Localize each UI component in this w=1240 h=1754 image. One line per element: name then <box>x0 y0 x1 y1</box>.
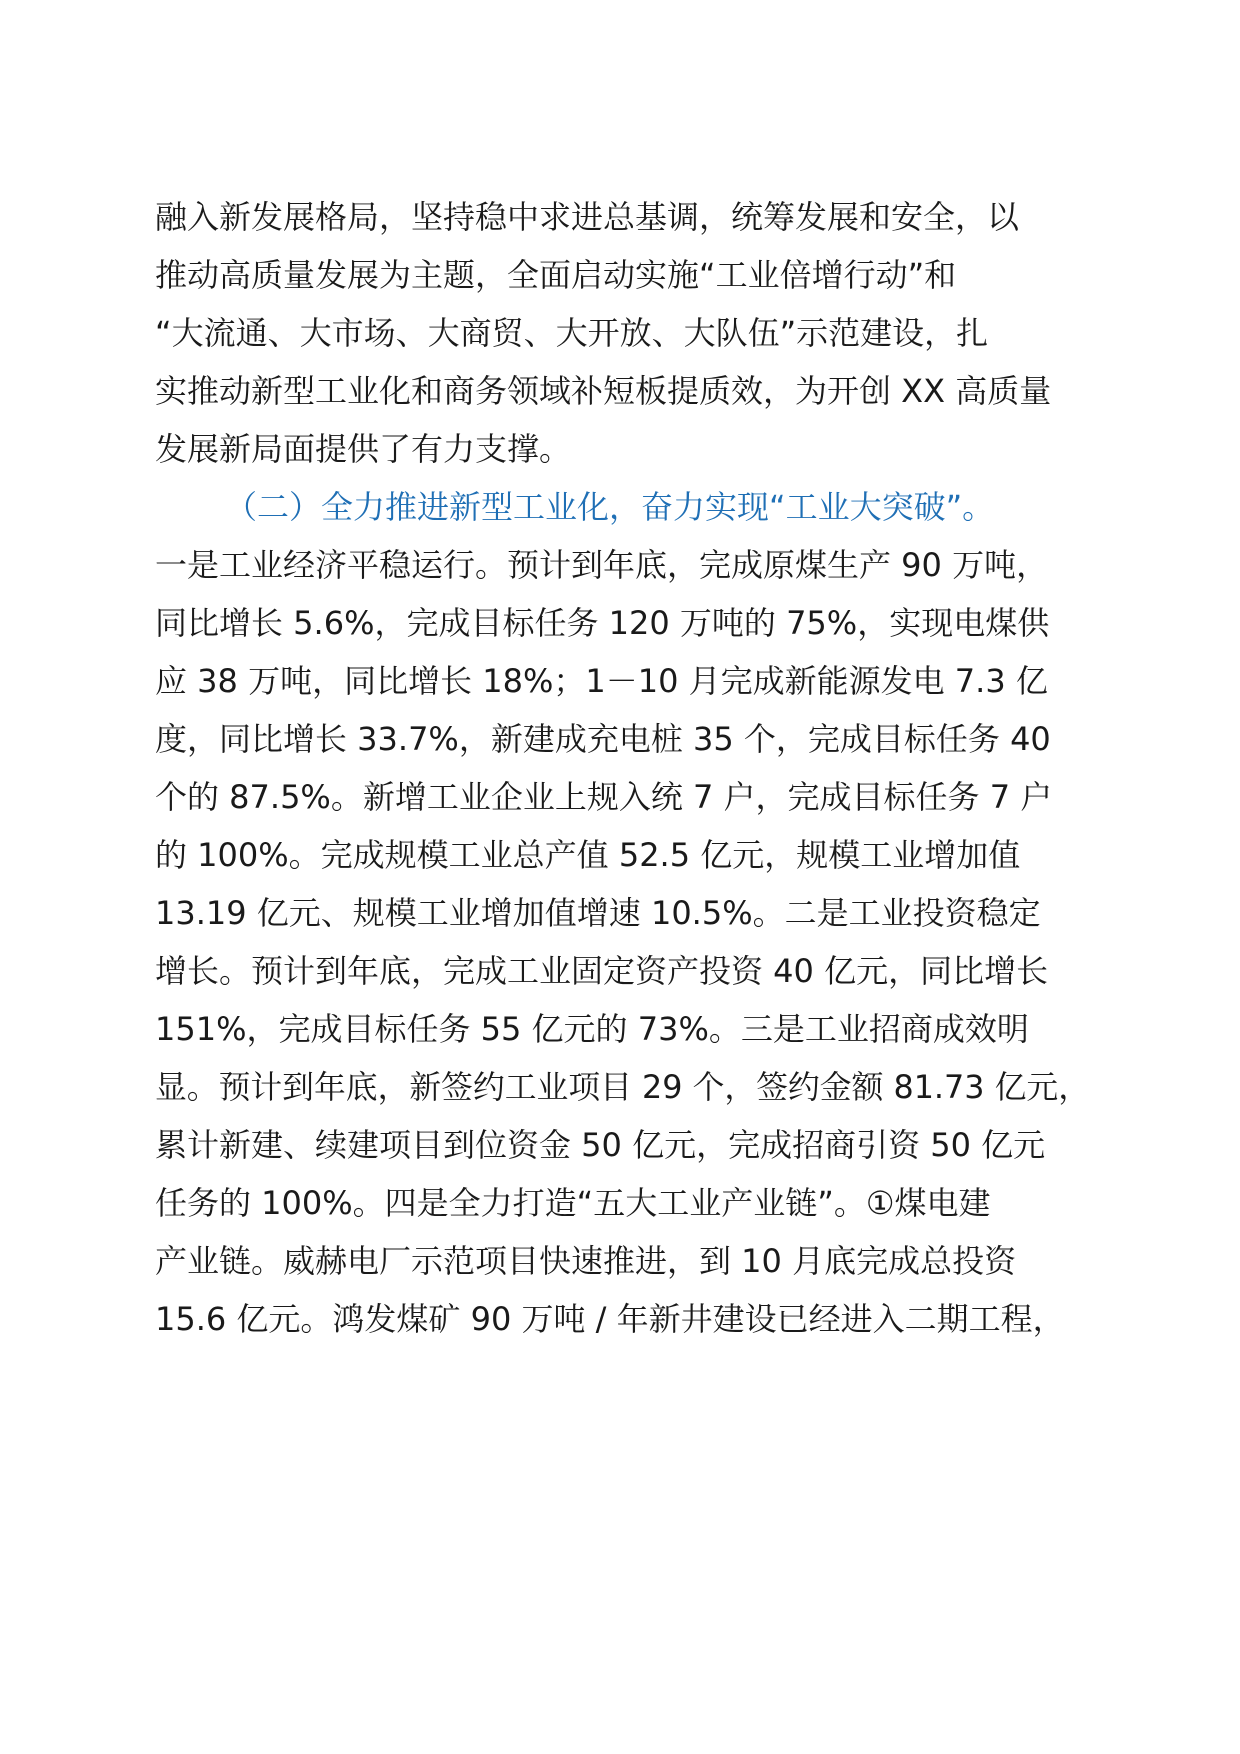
paragraph-2-line-7: 13.19 亿元、规模工业增加值增速 10.5%。二是工业投资稳定 <box>155 894 1041 932</box>
paragraph-2-line-8: 增长。预计到年底，完成工业固定资产投资 40 亿元，同比增长 <box>155 952 1049 990</box>
paragraph-1-line-2: 推动高质量发展为主题，全面启动实施“工业倍增行动”和 <box>155 256 957 294</box>
paragraph-2-line-5: 个的 87.5%。新增工业企业上规入统 7 户，完成目标任务 7 户 <box>155 778 1053 816</box>
paragraph-2-line-1: 一是工业经济平稳运行。预计到年底，完成原煤生产 90 万吨， <box>155 546 1049 584</box>
paragraph-2-line-4: 度，同比增长 33.7%，新建成充电桩 35 个，完成目标任务 40 <box>155 720 1051 758</box>
paragraph-1-line-4: 实推动新型工业化和商务领域补短板提质效，为开创 XX 高质量 <box>155 372 1052 410</box>
paragraph-1-line-5: 发展新局面提供了有力支撑。 <box>155 430 572 468</box>
paragraph-2-line-12: 任务的 100%。四是全力打造“五大工业产业链”。①煤电建 <box>155 1184 991 1222</box>
paragraph-2-line-9: 151%，完成目标任务 55 亿元的 73%。三是工业招商成效明 <box>155 1010 1029 1048</box>
paragraph-2-line-10: 显。预计到年底，新签约工业项目 29 个，签约金额 81.73 亿元， <box>155 1068 1091 1106</box>
paragraph-2-line-14: 15.6 亿元。鸿发煤矿 90 万吨 / 年新井建设已经进入二期工程， <box>155 1300 1065 1338</box>
paragraph-1-line-3: “大流通、大市场、大商贸、大开放、大队伍”示范建设，扎 <box>155 314 989 352</box>
paragraph-2-line-3: 应 38 万吨，同比增长 18%；1－10 月完成新能源发电 7.3 亿 <box>155 662 1048 700</box>
paragraph-2-line-2: 同比增长 5.6%，完成目标任务 120 万吨的 75%，实现电煤供 <box>155 604 1050 642</box>
paragraph-2-line-11: 累计新建、续建项目到位资金 50 亿元，完成招商引资 50 亿元 <box>155 1126 1046 1164</box>
paragraph-2-line-13: 产业链。威赫电厂示范项目快速推进，到 10 月底完成总投资 <box>155 1242 1017 1280</box>
section-heading: （二）全力推进新型工业化，奋力实现“工业大突破”。 <box>225 488 995 526</box>
paragraph-2-line-6: 的 100%。完成规模工业总产值 52.5 亿元，规模工业增加值 <box>155 836 1021 874</box>
paragraph-1-line-1: 融入新发展格局，坚持稳中求进总基调，统筹发展和安全，以 <box>155 198 1020 236</box>
